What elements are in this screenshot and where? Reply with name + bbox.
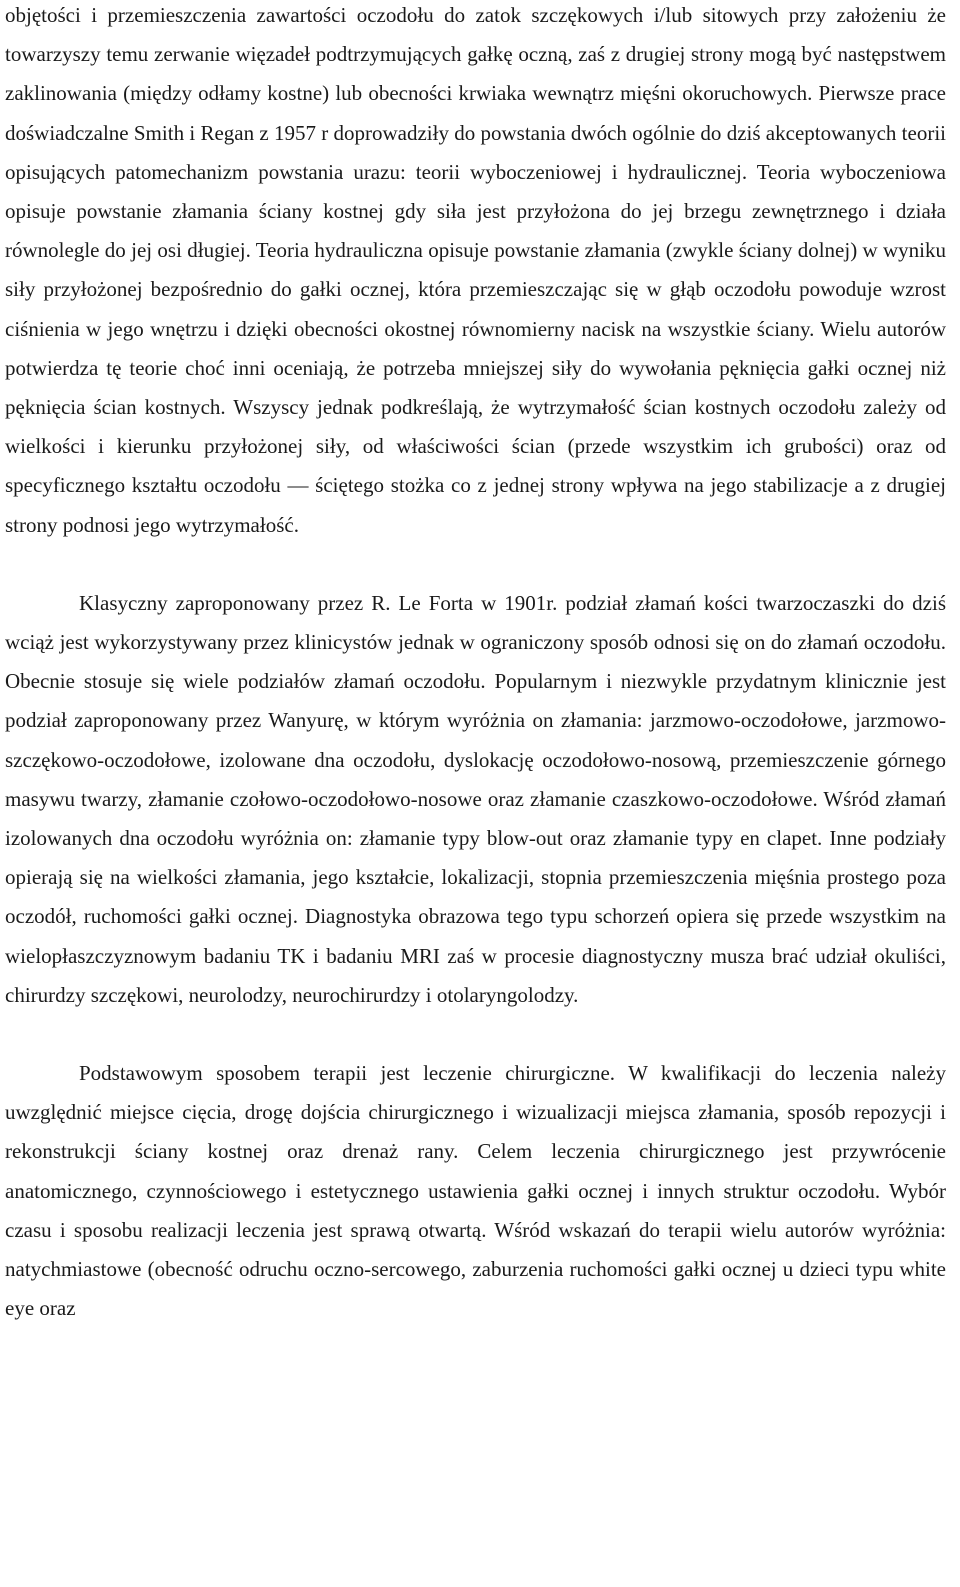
paragraph-spacer — [5, 1015, 946, 1054]
document-page — [5, 0, 946, 1329]
paragraph-spacer — [5, 545, 946, 584]
paragraph-fracture-classification: Klasyczny zaproponowany przez R. Le Forta w 1901r. podział złamań kości twarzoczaszki do dziś wciąż jest wykorzystywany przez klinicystów jednak w ograniczony sposób odnosi się on do złamań oczodołu. Obecnie stosuje się wiele podziałów złamań oczodołu. Popularnym i niezwykle przydatnym klinicznie jest podział zaproponowany przez Wanyurę, w którym wyróżnia on złamania: jarzmowo-oczodołowe, jarzmowo-szczękowo-oczodołowe, izolowane dna oczodołu, dyslokację oczodołowo-nosową, przemieszczenie górnego masywu twarzy, złamanie czołowo-oczodołowo-nosowe oraz złamanie czaszkowo-oczodołowe. Wśród złamań izolowanych dna oczodołu wyróżnia on: złamanie typy blow-out oraz złamanie typy en clapet. Inne podziały opierają się na wielkości złamania, jego kształcie, lokalizacji, stopnia przemieszczenia mięśnia prostego poza oczodół, ruchomości gałki ocznej. Diagnostyka obrazowa tego typu schorzeń opiera się przede wszystkim na wielopłaszczyznowym badaniu TK i badaniu MRI zaś w procesie diagnostyczny musza brać udział okuliści, chirurdzy szczękowi, neurolodzy, neurochirurdzy i otolaryngolodzy. — [5, 590, 946, 1007]
paragraph-injury-mechanism: objętości i przemieszczenia zawartości oczodołu do zatok szczękowych i/lub sitowych przy założeniu że towarzyszy temu zerwanie więzadeł podtrzymujących gałkę oczną, zaś z drugiej strony mogą być następstwem zaklinowania (między odłamy kostne) lub obecności krwiaka wewnątrz mięśni okoruchowych. Pierwsze prace doświadczalne Smith i Regan z 1957 r doprowadziły do powstania dwóch ogólnie do dziś akceptowanych teorii opisujących patomechanizm powstania urazu: teorii wyboczeniowej i hydraulicznej. Teoria wyboczeniowa opisuje powstanie złamania ściany kostnej gdy siła jest przyłożona do jej brzegu zewnętrznego i działa równolegle do jej osi długiej. Teoria hydrauliczna opisuje powstanie złamania (zwykle ściany dolnej) w wyniku siły przyłożonej bezpośrednio do gałki ocznej, która przemieszczając się w głąb oczodołu powoduje wzrost ciśnienia w jego wnętrzu i dzięki obecności okostnej równomierny nacisk na wszystkie ściany. Wielu autorów potwierdza tę teorie choć inni oceniają, że potrzeba mniejszej siły do wywołania pęknięcia gałki ocznej niż pęknięcia ścian kostnych. Wszyscy jednak podkreślają, że wytrzymałość ścian kostnych oczodołu zależy od wielkości i kierunku przyłożonej siły, od właściwości ścian (przede wszystkim ich grubości) oraz od specyficznego kształtu oczodołu — ściętego stożka co z jednej strony wpływa na jego stabilizacje a z drugiej strony podnosi jego wytrzymałość. — [5, 3, 946, 537]
paragraph-surgical-treatment: Podstawowym sposobem terapii jest leczenie chirurgiczne. W kwalifikacji do leczenia należy uwzględnić miejsce cięcia, drogę dojścia chirurgicznego i wizualizacji miejsca złamania, sposób repozycji i rekonstrukcji ściany kostnej oraz drenaż rany. Celem leczenia chirurgicznego jest przywrócenie anatomicznego, czynnościowego i estetycznego ustawienia gałki ocznej i innych struktur oczodołu. Wybór czasu i sposobu realizacji leczenia jest sprawą otwartą. Wśród wskazań do terapii wielu autorów wyróżnia: natychmiastowe (obecność odruchu oczno-sercowego, zaburzenia ruchomości gałki ocznej u dzieci typu white eye oraz — [5, 1061, 946, 1321]
